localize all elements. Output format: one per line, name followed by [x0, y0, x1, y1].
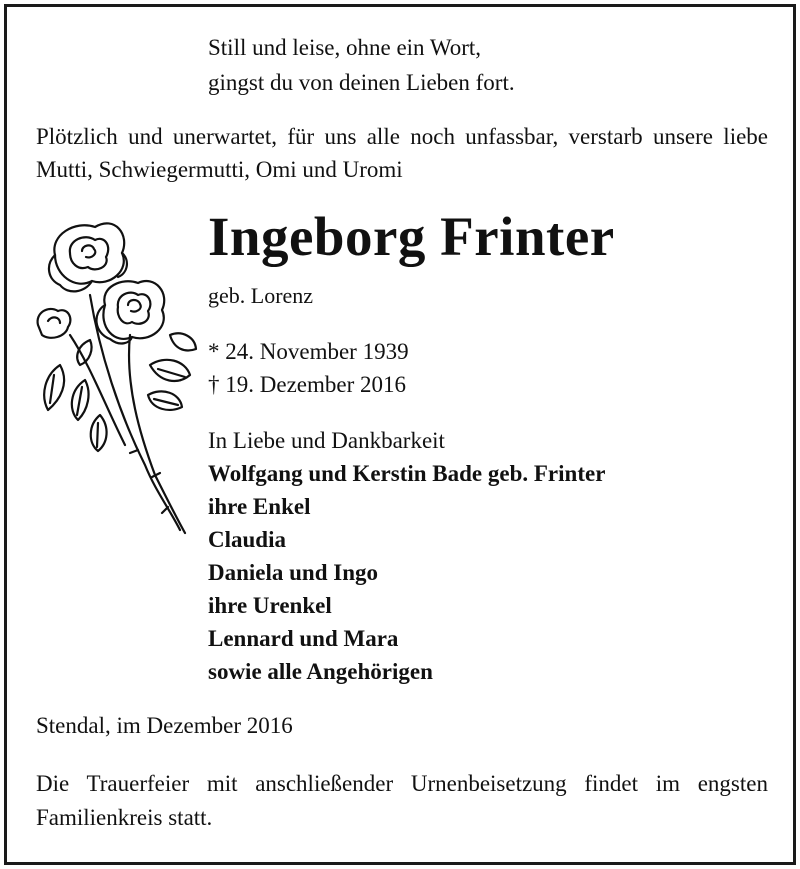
mourner-line: Daniela und Ingo: [208, 560, 379, 585]
deceased-name: Ingeborg Frinter: [208, 206, 615, 267]
mourners-block: [208, 424, 605, 688]
mourner-line: Lennard und Mara: [208, 626, 399, 651]
mourner-line: Wolfgang und Kerstin Bade geb. Frinter: [208, 461, 606, 486]
life-dates: [208, 335, 409, 401]
verse-line: gingst du von deinen Lieben fort.: [208, 70, 515, 95]
verse: [208, 30, 515, 100]
mourner-line: ihre Urenkel: [208, 593, 332, 618]
funeral-note: Die Trauerfeier mit anschließender Urnenbeisetzung findet im engsten Familienkreis statt.: [36, 771, 768, 830]
mourner-line: Claudia: [208, 527, 286, 552]
place-date: Stendal, im Dezember 2016: [36, 713, 293, 738]
death-date: † 19. Dezember 2016: [208, 372, 406, 397]
rose-illustration: [30, 215, 200, 545]
mourners-intro: In Liebe und Dankbarkeit: [208, 428, 445, 453]
mourner-line: sowie alle Angehörigen: [208, 659, 433, 684]
verse-line: Still und leise, ohne ein Wort,: [208, 35, 482, 60]
intro-text: Plötzlich und unerwartet, für uns alle noch unfassbar, verstarb unsere liebe Mutti, Schwiegermutti, Omi und Uromi: [36, 124, 768, 182]
birth-date: * 24. November 1939: [208, 339, 409, 364]
mourner-line: ihre Enkel: [208, 494, 311, 519]
maiden-name: geb. Lorenz: [208, 283, 314, 308]
